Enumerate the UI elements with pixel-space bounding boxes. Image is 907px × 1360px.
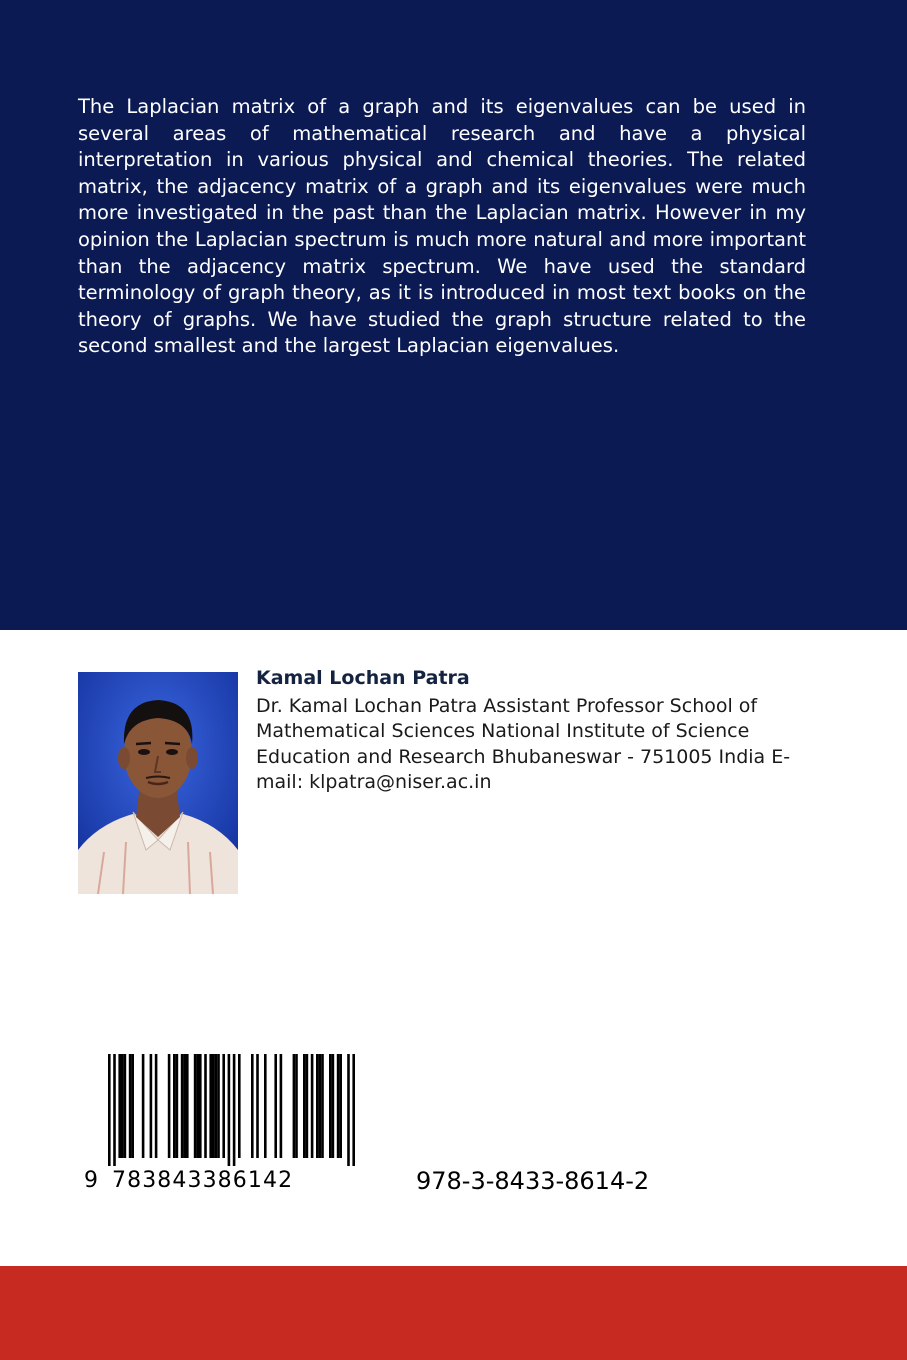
back-cover-top-panel: [0, 0, 907, 630]
barcode-bar: [118, 1054, 121, 1158]
barcode-bar: [332, 1054, 335, 1158]
barcode-bar: [215, 1054, 218, 1158]
barcode-bar: [238, 1054, 241, 1158]
barcode-bar: [194, 1054, 197, 1158]
barcode-bar: [129, 1054, 132, 1158]
barcode-bar: [212, 1054, 215, 1158]
barcode-bar: [199, 1054, 202, 1158]
barcode-bar: [183, 1054, 186, 1158]
barcode-bar: [228, 1054, 231, 1166]
barcode-bar: [303, 1054, 306, 1158]
barcode-bar: [256, 1054, 259, 1158]
barcode-bar: [352, 1054, 355, 1166]
barcode-bar: [264, 1054, 267, 1158]
barcode-bar: [295, 1054, 298, 1158]
barcode-bar: [168, 1054, 171, 1158]
barcode-digits: 783843386142: [112, 1168, 294, 1193]
barcode-bar: [155, 1054, 158, 1158]
barcode-bar: [316, 1054, 319, 1158]
isbn-number: 978-3-8433-8614-2: [416, 1167, 650, 1195]
barcode-bar: [339, 1054, 342, 1158]
barcode-bar: [311, 1054, 314, 1158]
book-blurb: The Laplacian matrix of a graph and its eigenvalues can be used in several areas of mathematical research and have a physical interpretation in various physical and chemical theories. The related matrix, the adjacency matrix of a graph and its eigenvalues were much more investigated in the past than the Laplacian matrix. However in my opinion the Laplacian spectrum is much more natural and more important than the adjacency matrix spectrum. We have used the standard terminology of graph theory, as it is introduced in most text books on the theory of graphs. We have studied the graph structure related to the second smallest and the largest Laplacian eigenvalues.: [78, 95, 806, 358]
author-photo: [78, 672, 238, 894]
barcode-bar: [176, 1054, 179, 1158]
barcode-bar: [306, 1054, 309, 1158]
barcode-bar: [204, 1054, 207, 1158]
barcode-bar: [293, 1054, 296, 1158]
barcode-bar: [251, 1054, 254, 1158]
barcode-bar: [173, 1054, 176, 1158]
author-name: Kamal Lochan Patra: [256, 667, 470, 689]
barcode-bar: [181, 1054, 184, 1158]
barcode-bar: [233, 1054, 236, 1166]
barcode-bar: [142, 1054, 145, 1158]
barcode-bar: [196, 1054, 199, 1158]
barcode-bar: [217, 1054, 220, 1158]
barcode-first-digit: 9: [84, 1168, 98, 1193]
barcode-bar: [113, 1054, 116, 1166]
author-portrait-image: [78, 672, 238, 894]
isbn-barcode: [84, 1054, 359, 1194]
barcode-bar: [150, 1054, 153, 1158]
author-bio: Dr. Kamal Lochan Patra Assistant Professor School of Mathematical Sciences National Institute of Science Education and Research Bhubaneswar - 751005 India E-mail: klpatra@niser.ac.in: [256, 695, 791, 794]
barcode-bar: [131, 1054, 134, 1158]
barcode-bar: [337, 1054, 340, 1158]
barcode-bar: [321, 1054, 324, 1158]
barcode-bar: [329, 1054, 332, 1158]
barcode-bar: [347, 1054, 350, 1166]
barcode-bars: [108, 1054, 358, 1166]
barcode-bar: [124, 1054, 127, 1158]
barcode-bar: [274, 1054, 277, 1158]
barcode-bar: [186, 1054, 189, 1158]
barcode-bar: [121, 1054, 124, 1158]
barcode-bar: [319, 1054, 322, 1158]
barcode-bar: [280, 1054, 283, 1158]
barcode-bar: [209, 1054, 212, 1158]
bottom-red-band: [0, 1266, 907, 1360]
barcode-bar: [222, 1054, 225, 1158]
barcode-bar: [108, 1054, 111, 1166]
